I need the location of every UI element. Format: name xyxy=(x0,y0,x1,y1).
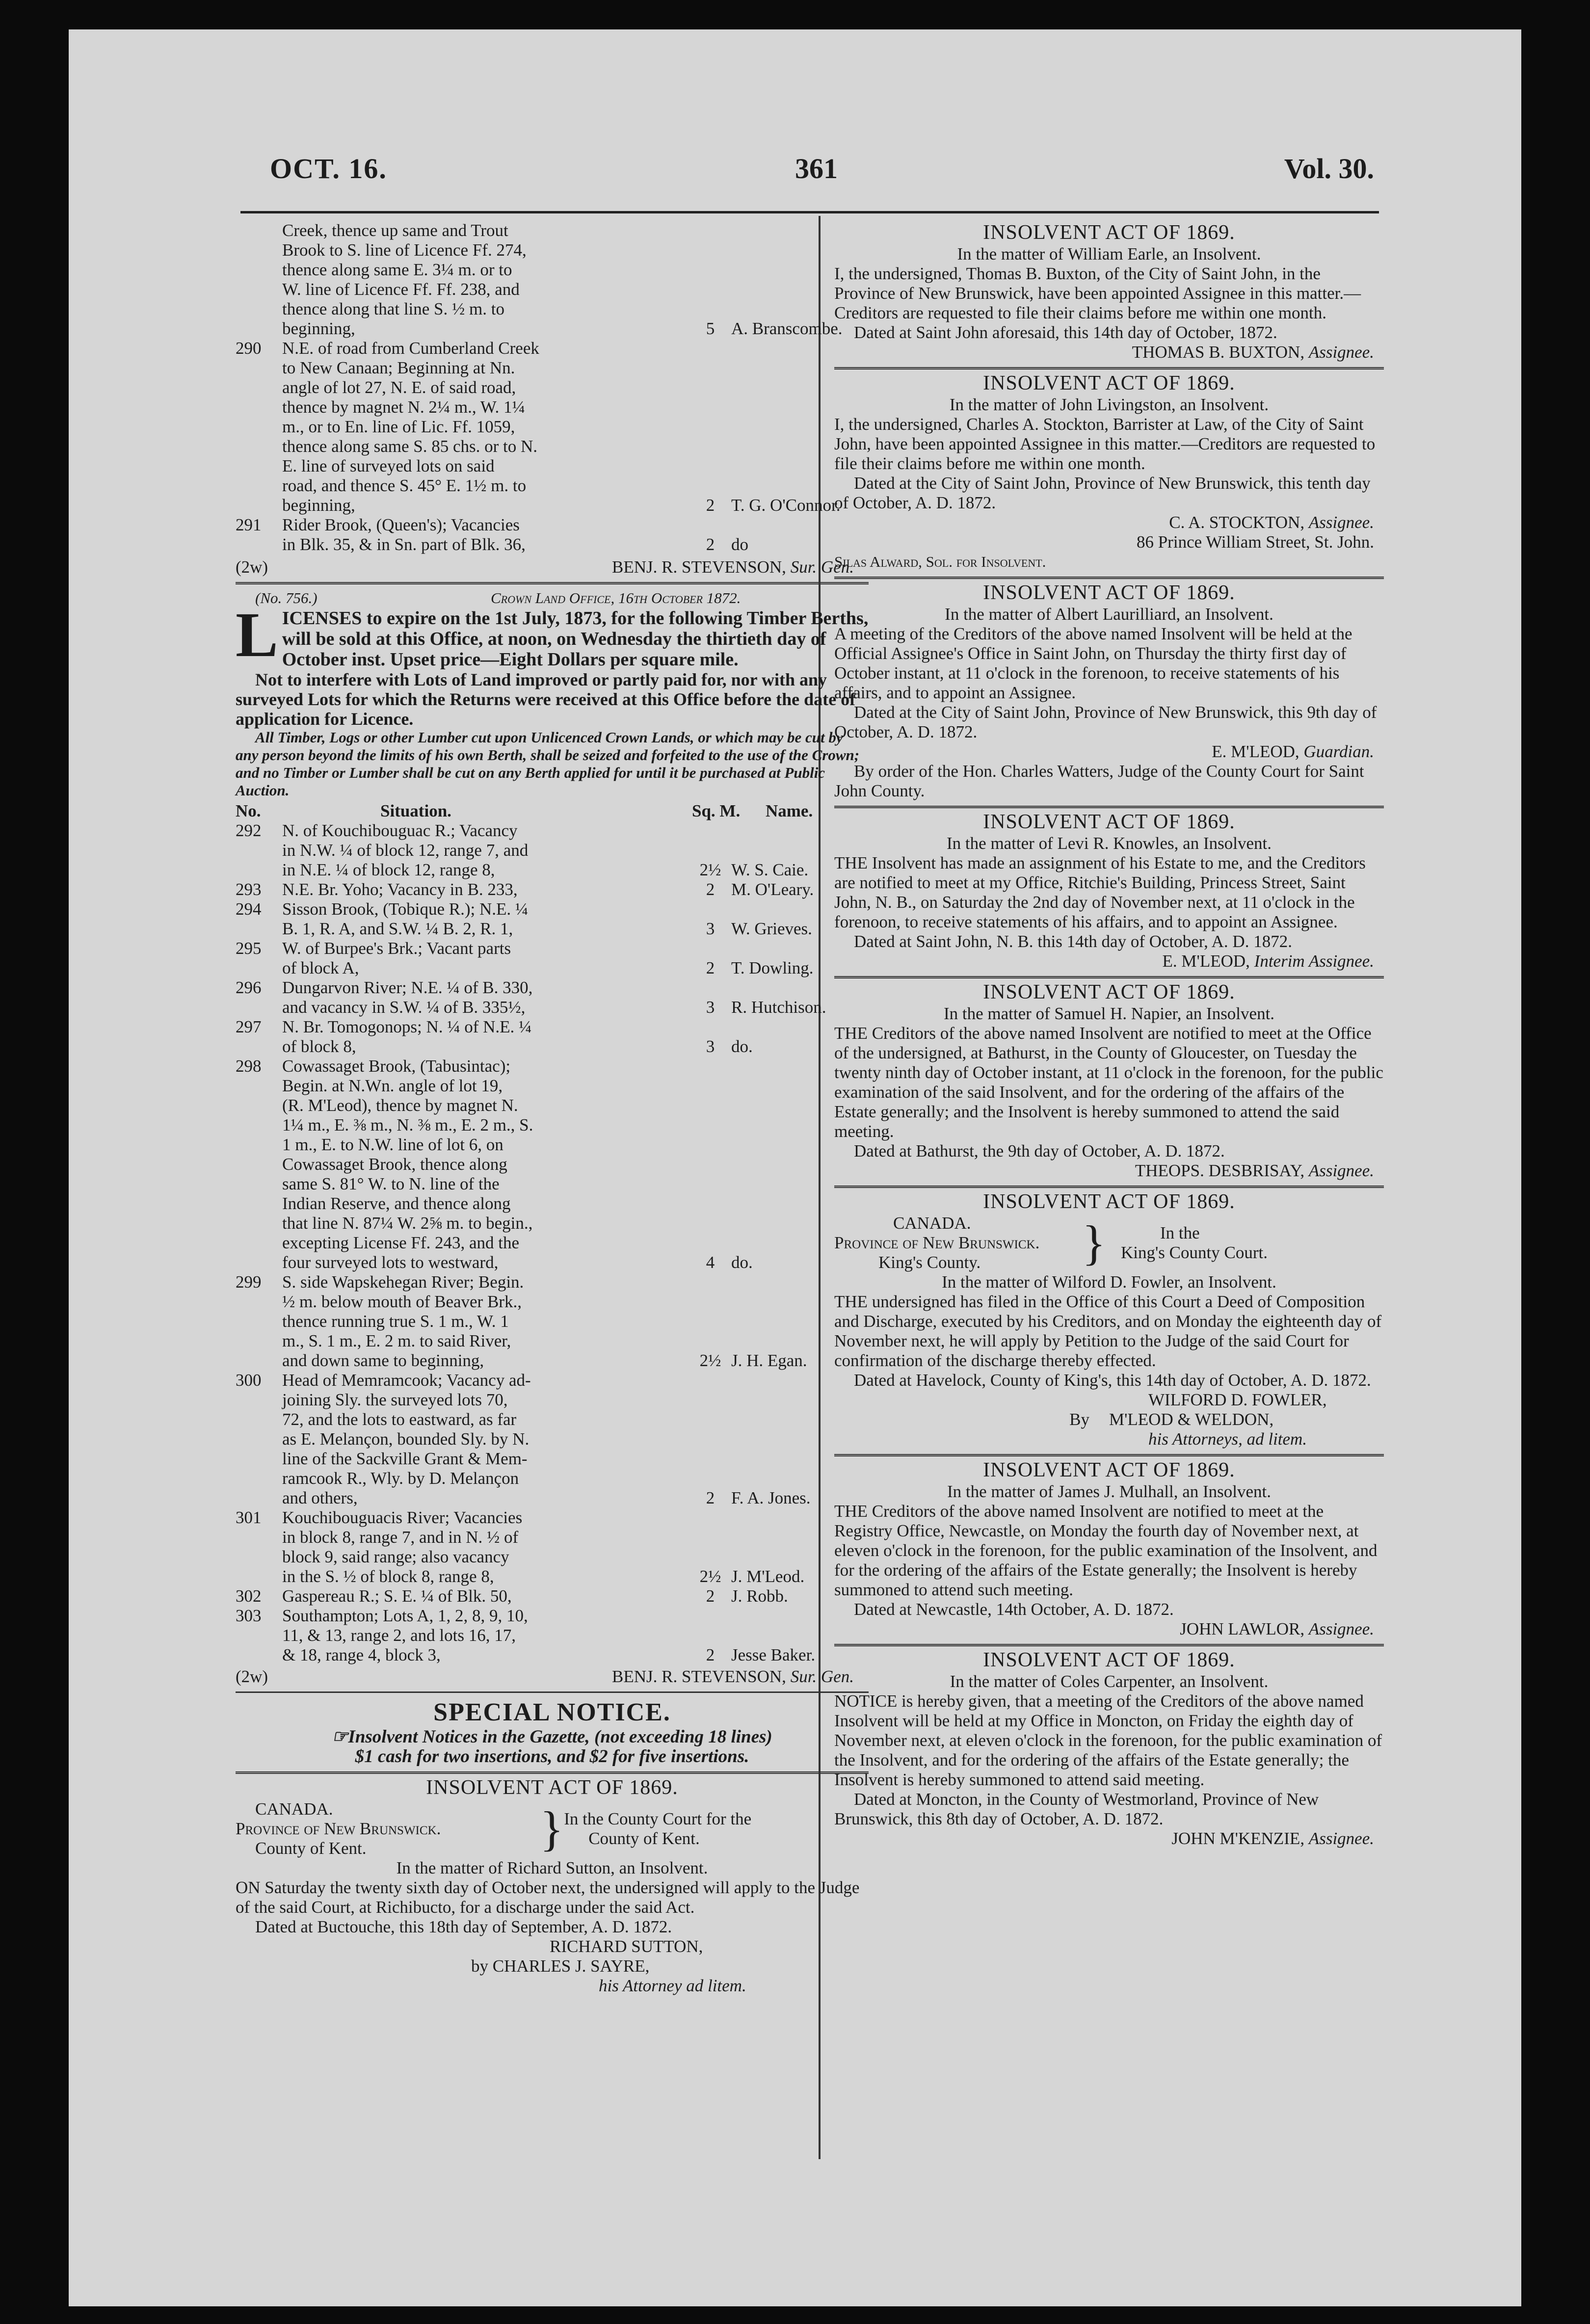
court-block: CANADA. Province of New Brunswick. County of Kent. } In the County Court for the County of Kent. xyxy=(236,1799,752,1858)
drop-cap: L xyxy=(236,600,278,670)
notice-matter: In the matter of Wilford D. Fowler, an Insolvent. xyxy=(942,1272,1276,1292)
berth-situation: Head of Memramcook; Vacancy ad- joining Sly. the surveyed lots 70, 72, and the lots to eastward, as far as E. Melançon, bounded Sly. by N. line of the Sackville Grant & Mem- ramcook R., Wly. by D. Melançon and others, xyxy=(282,1371,531,1507)
notice-dated: Dated at Havelock, County of King's, this 14th day of October, A. D. 1872. xyxy=(854,1371,1371,1390)
berth-entry xyxy=(236,1371,869,1508)
berth-number: 293 xyxy=(236,880,262,899)
berth-sq: 3 xyxy=(706,1037,715,1056)
notice-title: INSOLVENT ACT OF 1869. xyxy=(983,1649,1235,1671)
berth-name: J. H. Egan. xyxy=(731,1351,807,1370)
berth-name: M. O'Leary. xyxy=(731,880,814,899)
notice-number: (No. 756.) xyxy=(255,589,318,607)
berth-sq: 2 xyxy=(706,1586,715,1606)
section-rule xyxy=(236,1691,869,1693)
berth-entry xyxy=(236,1606,869,1665)
berth-number: 291 xyxy=(236,515,262,534)
notice-body: I, the undersigned, Thomas B. Buxton, of the City of Saint John, in the Province of New Brunswick, have been appointed Assignee in this matter.—Creditors are requested to file their claims before me within one month. xyxy=(834,264,1361,322)
berth-entry xyxy=(236,939,869,978)
notice-signature: WILFORD D. FOWLER, xyxy=(1148,1390,1327,1409)
section-rule xyxy=(236,582,869,584)
berth-entry xyxy=(236,978,869,1017)
notice-title: INSOLVENT ACT OF 1869. xyxy=(983,221,1235,244)
berth-entry-290: 290 N.E. of road from Cumberland Creek to New Canaan; Beginning at Nn. angle of lot 27, N. E. of said road, thence by magnet N. 2¼ m., W. 1¼ m., or to En. line of Lic. Ff. 1059, thence along same S. 85 chs. or to N. E. line of surveyed lots on said road, and thence S. 45° E. 1½ m. to beginning, 2 T. G. O'Connor. xyxy=(236,339,869,515)
notice-body: ON Saturday the twenty sixth day of October next, the undersigned will apply to the Judge of the said Court, at Richibucto, for a discharge under the said Act. xyxy=(236,1878,860,1917)
berth-number: 296 xyxy=(236,978,262,997)
berth-number: 294 xyxy=(236,899,262,919)
surveyor-signature: (2w) BENJ. R. STEVENSON, Sur. Gen. xyxy=(236,1667,854,1686)
notice-body: I, the undersigned, Charles A. Stockton, Barrister at Law, of the City of Saint John, have been appointed Assignee in this matter.—Creditors are requested to file their claims before me within one month. xyxy=(834,415,1376,473)
notice-title: INSOLVENT ACT OF 1869. xyxy=(983,372,1235,395)
notice-dated: Dated at the City of Saint John, Province of New Brunswick, this 9th day of October, A. D. 1872. xyxy=(834,703,1377,741)
notice-dated: Dated at the City of Saint John, Province of New Brunswick, this tenth day of October, A. D. 1872. xyxy=(834,474,1371,512)
berth-name: T. G. O'Connor. xyxy=(731,496,841,515)
special-notice-title: SPECIAL NOTICE. xyxy=(433,1698,671,1726)
berth-name: R. Hutchison. xyxy=(731,998,826,1017)
notice-address: 86 Prince William Street, St. John. xyxy=(1136,532,1374,552)
notice-title: INSOLVENT ACT OF 1869. xyxy=(983,811,1235,833)
left-column xyxy=(236,221,869,1996)
notice-order: By order of the Hon. Charles Watters, Judge of the County Court for Saint John County. xyxy=(834,762,1364,800)
notice-carpenter: INSOLVENT ACT OF 1869. In the matter of Coles Carpenter, an Insolvent. NOTICE is hereby given, that a meeting of the Creditors of the above named Insolvent will be held at my Office in Moncton, on Friday the eighth day of November next, at eleven o'clock in the forenoon, for the public examination of the Insolvent, and for the ordering of the affairs of the Estate generally; the Insolvent is hereby summoned to attend said meeting. Dated at Moncton, in the County of Westmorland, Province of New Brunswick, this 8th day of October, A. D. 1872. JOHN M'KENZIE, Assignee. xyxy=(834,1650,1384,1849)
berth-number: 292 xyxy=(236,821,262,840)
notice-signature: JOHN M'KENZIE, xyxy=(1171,1829,1305,1848)
berth-name: W. S. Caie. xyxy=(731,860,809,879)
right-column xyxy=(834,221,1384,1849)
berth-entry xyxy=(236,880,869,899)
berth-sq: 2½ xyxy=(699,860,721,879)
notice-earle: INSOLVENT ACT OF 1869. In the matter of William Earle, an Insolvent. I, the undersigned, Thomas B. Buxton, of the City of Saint John, in the Province of New Brunswick, have been appointed Assignee in this matter.—Creditors are requested to file their claims before me within one month. Dated at Saint John aforesaid, this 14th day of October, 1872. THOMAS B. BUXTON, Assignee. xyxy=(834,223,1384,362)
notice-body: NOTICE is hereby given, that a meeting of the Creditors of the above named Insolvent will be held at my Office in Moncton, on Friday the eighth day of November next, at eleven o'clock in the forenoon, for the public examination of the Insolvent, and for the ordering of the affairs of the Estate generally; the Insolvent is hereby summoned to attend said meeting. xyxy=(834,1691,1382,1789)
berth-number: 300 xyxy=(236,1371,262,1390)
berth-name: T. Dowling. xyxy=(731,958,814,977)
berth-sq: 2 xyxy=(706,535,715,554)
header-page-number: 361 xyxy=(795,153,838,185)
header-rule xyxy=(240,211,1379,213)
berth-name: A. Branscombe. xyxy=(731,319,843,338)
brace: } xyxy=(1082,1215,1106,1270)
berth-entry xyxy=(236,1056,869,1272)
header-volume: Vol. 30. xyxy=(1284,153,1374,185)
berth-number: 299 xyxy=(236,1272,262,1292)
berth-sq: 2 xyxy=(706,496,715,515)
berth-number: 297 xyxy=(236,1017,262,1036)
berth-name: W. Grieves. xyxy=(731,919,812,938)
berth-situation: Sisson Brook, (Tobique R.); N.E. ¼ B. 1, R. A, and S.W. ¼ B. 2, R. 1, xyxy=(282,899,529,938)
berth-number: 301 xyxy=(236,1508,262,1527)
notice-mulhall: INSOLVENT ACT OF 1869. In the matter of James J. Mulhall, an Insolvent. THE Creditors of the above named Insolvent are notified to meet at the Registry Office, Newcastle, on Monday the fourth day of November next, at eleven o'clock in the forenoon, for the public examination of the Insolvent, and for the ordering of the affairs of the Estate generally; the Insolvent is hereby summoned to attend such meeting. Dated at Newcastle, 14th October, A. D. 1872. JOHN LAWLOR, Assignee. xyxy=(834,1460,1384,1639)
notice-matter: In the matter of Richard Sutton, an Insolvent. xyxy=(396,1858,708,1877)
berth-entry xyxy=(236,899,869,939)
berth-number: 298 xyxy=(236,1056,262,1076)
berth-situation: N. of Kouchibouguac R.; Vacancy in N.W. ¼ of block 12, range 7, and in N.E. ¼ of block 12, range 8, xyxy=(282,821,529,879)
notice-knowles: INSOLVENT ACT OF 1869. In the matter of Levi R. Knowles, an Insolvent. THE Insolvent has made an assignment of his Estate to me, and the Creditors are notified to meet at my Office, Ritchie's Building, Princess Street, Saint John, N. B., on Saturday the 2nd day of November next, at 11 o'clock in the forenoon, to receive statements of his affairs, and to appoint an Assignee. Dated at Saint John, N. B. this 14th day of October, A. D. 1872. E. M'LEOD, Interim Assignee. xyxy=(834,812,1384,971)
berth-situation: N.E. Br. Yoho; Vacancy in B. 233, xyxy=(282,880,518,899)
berth-sq: 2 xyxy=(706,1488,715,1507)
special-notice-line2: $1 cash for two insertions, and $2 for five insertions. xyxy=(355,1746,749,1767)
berth-sq: 2½ xyxy=(699,1351,721,1370)
notice-matter: In the matter of Albert Laurilliard, an Insolvent. xyxy=(945,605,1273,624)
berth-entry-291: 291 Rider Brook, (Queen's); Vacancies in Blk. 35, & in Sn. part of Blk. 36, 2 do xyxy=(236,515,869,555)
berth-situation: Dungarvon River; N.E. ¼ of B. 330, and vacancy in S.W. ¼ of B. 335½, xyxy=(282,978,533,1017)
berth-entry xyxy=(236,821,869,880)
notice-laurilliard: INSOLVENT ACT OF 1869. In the matter of Albert Laurilliard, an Insolvent. A meeting of the Creditors of the above named Insolvent will be held at the Official Assignee's Office in Saint John, on Thursday the thirty first day of October instant, at 11 o'clock in the forenoon, to receive statements of his affairs, and to appoint an Assignee. Dated at the City of Saint John, Province of New Brunswick, this 9th day of October, A. D. 1872. E. M'LEOD, Guardian. By order of the Hon. Charles Watters, Judge of the County Court for Saint John County. xyxy=(834,583,1384,801)
notice-dated: Dated at Saint John aforesaid, this 14th day of October, 1872. xyxy=(854,323,1277,342)
berth-situation: W. of Burpee's Brk.; Vacant parts of block A, xyxy=(282,939,511,977)
berth-name: do xyxy=(731,535,748,554)
berth-situation: Kouchibouguacis River; Vacancies in block 8, range 7, and in N. ½ of block 9, said range; also vacancy in the S. ½ of block 8, range 8, xyxy=(282,1508,523,1586)
berth-entry xyxy=(236,1508,869,1586)
berth-number: 303 xyxy=(236,1606,262,1625)
timber-note: All Timber, Logs or other Lumber cut upon Unlicenced Crown Lands, or which may be cut by any person beyond the limits of his own Berth, shall be seized and forfeited to the use of the Crown; and no Timber or Lumber shall be cut on any Berth applied for until it be purchased at Public Auction. xyxy=(236,729,860,799)
surveyor-signature: (2w) BENJ. R. STEVENSON, Sur. Gen. xyxy=(236,557,854,577)
berth-sq: 5 xyxy=(706,319,715,338)
not-interfere-text: Not to interfere with Lots of Land improved or partly paid for, nor with any surveyed Lots for which the Returns were received at this Office before the date of application for Licence. xyxy=(236,670,856,729)
notice-matter: In the matter of Samuel H. Napier, an Insolvent. xyxy=(943,1004,1275,1023)
notice-signature: E. M'LEOD, xyxy=(1212,742,1299,761)
berth-entry-continued: Creek, thence up same and Trout Brook to S. line of Licence Ff. 274, thence along same E. 3¼ m. or to W. line of Licence Ff. Ff. 238, and thence along that line S. ½ m. to beginning, 5 A. Branscombe. xyxy=(236,221,869,339)
section-rule xyxy=(236,1771,869,1774)
berth-entry xyxy=(236,1586,869,1606)
berth-name: J. Robb. xyxy=(731,1586,788,1606)
special-notice-line1: ☞Insolvent Notices in the Gazette, (not exceeding 18 lines) xyxy=(332,1727,772,1747)
notice-body: A meeting of the Creditors of the above named Insolvent will be held at the Official Assignee's Office in Saint John, on Thursday the thirty first day of October instant, at 11 o'clock in the forenoon, to receive statements of his affairs, and to appoint an Assignee. xyxy=(834,624,1352,702)
berth-sq: 3 xyxy=(706,998,715,1017)
notice-fowler: INSOLVENT ACT OF 1869. CANADA. Province of New Brunswick. King's County. } In the King's County Court. In the matter of Wilford D. Fowler, an Insolvent. THE undersigned has filed in the Office of this Court a Deed of Composition and Discharge, executed by his Creditors, and on Monday the eighteenth day of November next, he will apply by Petition to the Judge of the said Court for confirmation of the discharge thereby effected. Dated at Havelock, County of King's, this 14th day of October, A. D. 1872. WILFORD D. FOWLER, By M'LEOD & WELDON, his Attorneys, ad litem. xyxy=(834,1192,1384,1449)
berth-name: do. xyxy=(731,1253,753,1272)
berth-number: 302 xyxy=(236,1586,262,1606)
page-header xyxy=(69,152,1521,206)
berth-sq: 3 xyxy=(706,919,715,938)
notice-matter: In the matter of Levi R. Knowles, an Insolvent. xyxy=(947,834,1272,853)
notice-title: INSOLVENT ACT OF 1869. xyxy=(983,1459,1235,1481)
notice-title: INSOLVENT ACT OF 1869. xyxy=(426,1776,678,1799)
berth-situation: Gaspereau R.; S. E. ¼ of Blk. 50, xyxy=(282,1586,512,1606)
newspaper-page xyxy=(69,29,1521,2306)
notice-title: INSOLVENT ACT OF 1869. xyxy=(983,1190,1235,1213)
notice-matter: In the matter of William Earle, an Insolvent. xyxy=(957,244,1261,264)
notice-signature: THOMAS B. BUXTON, xyxy=(1132,343,1305,362)
berth-number: 290 xyxy=(236,339,262,358)
notice-signature: RICHARD SUTTON, xyxy=(550,1937,703,1956)
notice-matter: In the matter of John Livingston, an Insolvent. xyxy=(949,395,1269,414)
berth-number: 295 xyxy=(236,939,262,958)
notice-sutton: INSOLVENT ACT OF 1869. CANADA. Province of New Brunswick. County of Kent. } In the County Court for the County of Kent. In the matter of Richard Sutton, an Insolvent. ON Saturday the twenty sixth day of October next, the undersigned will apply to the Judge of the said Court, at Richibucto, for a discharge under the said Act. Dated at Buctouche, this 18th day of September, A. D. 1872. RICHARD SUTTON, by CHARLES J. SAYRE, his Attorney ad litem. xyxy=(236,1778,869,1996)
notice-body: THE Creditors of the above named Insolvent are notified to meet at the Registry Office, Newcastle, on Monday the fourth day of November next, at eleven o'clock in the forenoon, for the public examination of the Insolvent, and for the ordering of the affairs of the Estate generally; the Insolvent is hereby summoned to attend such meeting. xyxy=(834,1502,1378,1599)
licence-text: ICENSES to expire on the 1st July, 1873, for the following Timber Berths, will be sold at this Office, at noon, on Wednesday the thirtieth day of October inst. Upset price—Eight Dollars per square mile. xyxy=(282,608,869,670)
notice-solicitor: Silas Alward, Sol. for Insolvent. xyxy=(834,553,1046,570)
berth-situation: N. Br. Tomogonops; N. ¼ of N.E. ¼ of block 8, xyxy=(282,1017,532,1056)
berth-name: do. xyxy=(731,1037,753,1056)
berth-sq: 2 xyxy=(706,1645,715,1664)
berth-situation: S. side Wapskehegan River; Begin. ½ m. below mouth of Beaver Brk., thence running true S. 1 m., W. 1 m., S. 1 m., E. 2 m. to said River, and down same to beginning, xyxy=(282,1272,524,1370)
notice-dated: Dated at Buctouche, this 18th day of September, A. D. 1872. xyxy=(255,1917,672,1936)
notice-signature: C. A. STOCKTON, xyxy=(1169,513,1305,532)
notice-office: Crown Land Office, 16th October 1872. xyxy=(491,589,741,607)
notice-matter: In the matter of Coles Carpenter, an Insolvent. xyxy=(950,1672,1269,1691)
berth-name: J. M'Leod. xyxy=(731,1567,805,1586)
notice-dated: Dated at Saint John, N. B. this 14th day of October, A. D. 1872. xyxy=(854,932,1292,951)
notice-title: INSOLVENT ACT OF 1869. xyxy=(983,981,1235,1004)
berth-list xyxy=(236,821,869,1665)
notice-body: THE Insolvent has made an assignment of his Estate to me, and the Creditors are notified to meet at my Office, Ritchie's Building, Princess Street, Saint John, N. B., on Saturday the 2nd day of November next, at 11 o'clock in the forenoon, to receive statements of his affairs, and to appoint an Assignee. xyxy=(834,853,1366,931)
berth-entry xyxy=(236,1017,869,1056)
licence-notice xyxy=(236,600,869,670)
notice-body: THE undersigned has filed in the Office of this Court a Deed of Composition and Discharge, executed by his Creditors, and on Monday the eighteenth day of November next, he will apply by Petition to the Judge of the said Court for confirmation of the discharge thereby effected. xyxy=(834,1292,1382,1370)
notice-signature: JOHN LAWLOR, xyxy=(1180,1619,1305,1638)
berth-situation: Cowassaget Brook, (Tabusintac); Begin. at N.Wn. angle of lot 19, (R. M'Leod), thence by magnet N. 1¼ m., E. ⅜ m., N. ⅜ m., E. 2 m., S. 1 m., E. to N.W. line of lot 6, on Cowassaget Brook, thence along same S. 81° W. to N. line of the Indian Reserve, and thence along that line N. 87¼ W. 2⅝ m. to begin., excepting License Ff. 243, and the four surveyed lots to westward, xyxy=(282,1056,533,1272)
berth-name: F. A. Jones. xyxy=(731,1488,811,1507)
notice-dated: Dated at Bathurst, the 9th day of October, A. D. 1872. xyxy=(854,1141,1225,1161)
notice-dated: Dated at Newcastle, 14th October, A. D. 1872. xyxy=(854,1600,1174,1619)
notice-matter: In the matter of James J. Mulhall, an Insolvent. xyxy=(947,1482,1271,1501)
berth-situation: Southampton; Lots A, 1, 2, 8, 9, 10, 11, & 13, range 2, and lots 16, 17, & 18, range 4, block 3, xyxy=(282,1606,528,1664)
notice-body: THE Creditors of the above named Insolvent are notified to meet at the Office of the undersigned, at Bathurst, in the County of Gloucester, on Tuesday the twenty ninth day of October instant, at 11 o'clock in the forenoon, for the public examination of the said Insolvent, and for the ordering of the affairs of the Estate generally; and the Insolvent is hereby summoned to attend the said meeting. xyxy=(834,1024,1383,1141)
berth-table-header: No. Situation. Sq. M. Name. xyxy=(236,801,813,820)
notice-title: INSOLVENT ACT OF 1869. xyxy=(983,581,1235,604)
berth-sq: 4 xyxy=(706,1253,715,1272)
notice-livingston: INSOLVENT ACT OF 1869. In the matter of John Livingston, an Insolvent. I, the undersigned, Charles A. Stockton, Barrister at Law, of the City of Saint John, have been appointed Assignee in this matter.—Creditors are requested to file their claims before me within one month. Dated at the City of Saint John, Province of New Brunswick, this tenth day of October, A. D. 1872. C. A. STOCKTON, Assignee. 86 Prince William Street, St. John. Silas Alward, Sol. for Insolvent. xyxy=(834,373,1384,572)
header-date: OCT. 16. xyxy=(270,153,387,185)
berth-entry xyxy=(236,1272,869,1371)
notice-napier: INSOLVENT ACT OF 1869. In the matter of Samuel H. Napier, an Insolvent. THE Creditors of the above named Insolvent are notified to meet at the Office of the undersigned, at Bathurst, in the County of Gloucester, on Tuesday the twenty ninth day of October instant, at 11 o'clock in the forenoon, for the public examination of the said Insolvent, and for the ordering of the affairs of the Estate generally; and the Insolvent is hereby summoned to attend the said meeting. Dated at Bathurst, the 9th day of October, A. D. 1872. THEOPS. DESBRISAY, Assignee. xyxy=(834,981,1383,1180)
court-block: CANADA. Province of New Brunswick. King's County. } In the King's County Court. xyxy=(834,1214,1268,1272)
notice-dated: Dated at Moncton, in the County of Westmorland, Province of New Brunswick, this 8th day of October, A. D. 1872. xyxy=(834,1790,1319,1828)
notice-signature: THEOPS. DESBRISAY, xyxy=(1135,1161,1305,1180)
berth-name: Jesse Baker. xyxy=(731,1645,816,1664)
berth-sq: 2 xyxy=(706,880,715,899)
berth-sq: 2½ xyxy=(699,1567,721,1586)
notice-signature: E. M'LEOD, xyxy=(1162,951,1250,971)
notice-heading xyxy=(236,588,869,608)
brace: } xyxy=(540,1801,564,1856)
berth-sq: 2 xyxy=(706,958,715,977)
